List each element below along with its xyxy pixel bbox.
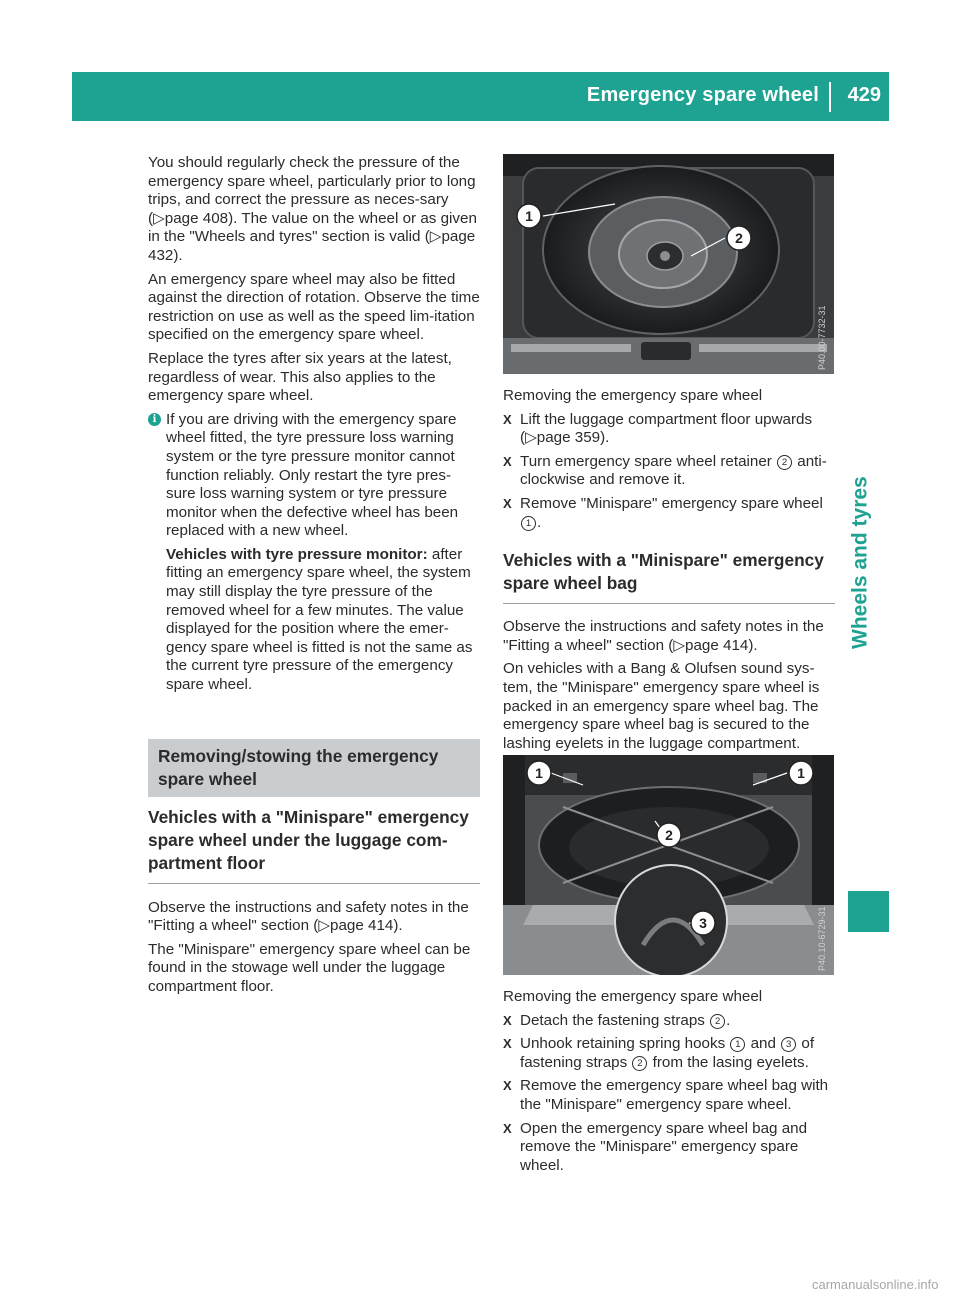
callout-1-right: 1 (797, 765, 805, 781)
chapter-marker-block (848, 891, 889, 932)
header-title: Emergency spare wheel (586, 84, 819, 106)
callout-3: 3 (699, 915, 707, 931)
step-marker: X (503, 1078, 512, 1094)
photo2-caption: Removing the emergency spare wheel (503, 988, 763, 1005)
info-paragraph-1: If you are driving with the emergency spare wheel fitted, the tyre pressure loss warning system or the tyre pressure monitor cannot function reliably. Only restart the tyre pres-sure loss warning system or tyre pressure monitor when the defective wheel has been replaced with a new wheel. (166, 410, 459, 540)
paragraph-bang-olufsen: On vehicles with a Bang & Olufsen sound sys-tem, the "Minispare" emergency spare wheel is packed in an emergency spare wheel bag. The emergency spare wheel bag is secured to the lashing eyelets in the luggage compartment. (503, 660, 820, 752)
step-unhook-hooks: X Unhook retaining spring hooks 1 and 3 of fastening straps 2 from the lasing eyelets. (503, 1035, 815, 1071)
step-open-bag: X Open the emergency spare wheel bag and remove the "Minispare" emergency spare wheel. (503, 1119, 808, 1174)
step-marker: X (503, 411, 512, 427)
callout-1-left: 1 (535, 765, 543, 781)
chapter-label: Wheels and tyres (848, 476, 872, 649)
step-marker: X (503, 453, 512, 469)
paragraph-replace: Replace the tyres after six years at the latest, regardless of wear. This also applies to the emergency spare wheel. (148, 349, 452, 405)
spare-wheel-illustration (503, 154, 834, 374)
photo-code: P40.00-7732-31 (817, 305, 827, 370)
page-header (72, 72, 889, 121)
callout-ref: 1 (521, 516, 536, 531)
info-icon: i (148, 413, 161, 426)
step-remove-wheel: X Remove "Minispare" emergency spare wheel 1 . (503, 494, 823, 531)
subsection-heading-bag: Vehicles with a "Minispare" emergency spare wheel bag (503, 550, 824, 594)
callout-2: 2 (735, 230, 743, 246)
step-marker: X (503, 495, 512, 511)
right-column-top (503, 387, 835, 758)
step-turn-retainer: X Turn emergency spare wheel retainer 2 anti-clockwise and remove it. (503, 452, 827, 489)
ref-arrow-icon: ▷ (525, 429, 537, 447)
page-ref-link[interactable]: page 432 (148, 228, 476, 264)
callout-ref: 3 (781, 1037, 796, 1052)
photo-spare-wheel-bag (503, 755, 834, 975)
paragraph-pressure-check: You should regularly check the pressure of the emergency spare wheel, particularly prior to long trips, and correct the pressure as neces-sary (▷page 408). The value on the wheel or as given in the "Wheels and tyres" section is valid (▷page 432). (148, 154, 477, 264)
ref-arrow-icon: ▷ (673, 636, 686, 654)
chapter-side-tab (833, 121, 889, 661)
paragraph-observe: Observe the instructions and safety notes in the "Fitting a wheel" section (▷page 414). (148, 898, 469, 935)
photo-spare-wheel-floor (503, 154, 834, 374)
photo1-caption: Removing the emergency spare wheel (503, 387, 763, 404)
step-marker: X (503, 1120, 512, 1136)
step-marker: X (503, 1036, 512, 1052)
section-heading: Removing/stowing the emergency spare wheel (148, 739, 480, 797)
callout-ref: 1 (730, 1037, 745, 1052)
callout-1: 1 (525, 208, 533, 224)
spare-wheel-bag-illustration (503, 755, 834, 975)
subsection-heading: Vehicles with a "Minispare" emergency spare wheel under the luggage com-partment floor (148, 806, 469, 873)
callout-ref: 2 (710, 1014, 725, 1029)
right-column-bottom (503, 988, 835, 1180)
callout-ref: 2 (632, 1056, 647, 1071)
step-marker: X (503, 1012, 512, 1028)
site-watermark: carmanualsonline.info (812, 1277, 939, 1292)
step-remove-bag: X Remove the emergency spare wheel bag with the "Minispare" emergency spare wheel. (503, 1077, 829, 1113)
ref-arrow-icon: ▷ (153, 209, 165, 227)
ref-arrow-icon: ▷ (429, 228, 442, 246)
step-lift-floor: X Lift the luggage compartment floor upwards (▷page 359). (503, 410, 813, 447)
info-note (148, 411, 480, 695)
photo-code: P40.10-6729-31 (817, 906, 827, 971)
page-number: 429 (847, 84, 881, 106)
paragraph-stowage: The "Minispare" emergency spare wheel can be found in the stowage well under the luggage compartment floor. (148, 940, 471, 995)
ref-arrow-icon: ▷ (318, 917, 331, 935)
paragraph-observe-right: Observe the instructions and safety notes in the "Fitting a wheel" section (▷page 414). (503, 618, 824, 654)
left-column (148, 154, 480, 1002)
step-detach-straps: X Detach the fastening straps 2 . (503, 1011, 731, 1029)
page-ref-link[interactable]: page 414 (330, 917, 394, 935)
callout-2: 2 (665, 827, 673, 843)
header-separator (829, 82, 831, 112)
paragraph-rotation: An emergency spare wheel may also be fitted against the direction of rotation. Observe the time restriction on use as well as the speed lim-itation specified on the emergency spare wheel. (148, 270, 480, 344)
page-ref-link[interactable]: page 414 (685, 636, 749, 654)
callout-ref: 2 (777, 455, 792, 470)
page-ref-link[interactable]: page 408 (164, 209, 229, 227)
info-paragraph-2: Vehicles with tyre pressure monitor: after fitting an emergency spare wheel, the system may still display the tyre pressure of the removed wheel for a few minutes. The value displayed for the position where the emer-gency spare wheel is fitted is not the same as the current tyre pressure of the emergency spare wheel. (166, 545, 473, 694)
page-ref-link[interactable]: page 359 (536, 429, 601, 447)
